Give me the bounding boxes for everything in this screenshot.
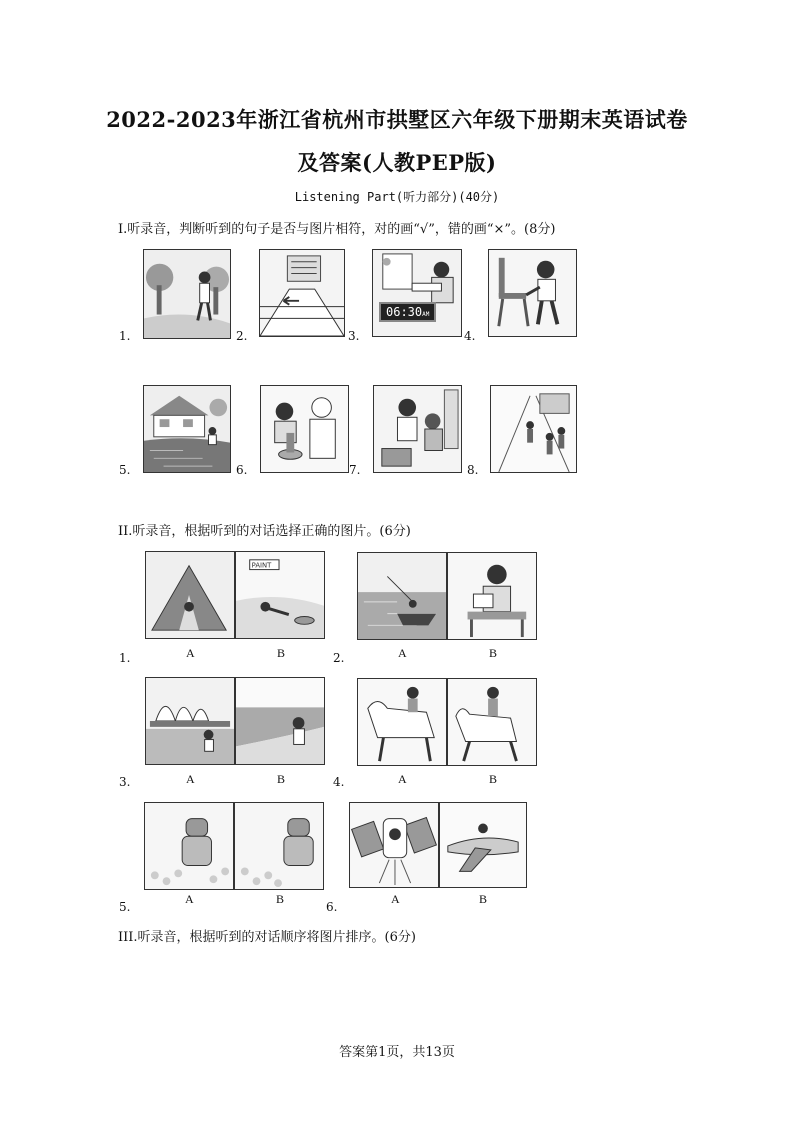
s2-q3-picture-b-beach xyxy=(235,677,325,765)
s1-label-8: 8. xyxy=(467,463,479,477)
s2-q4-picture-b-horse-riding xyxy=(447,678,537,766)
s2-q1-option-a: A xyxy=(186,646,195,660)
s1-label-2: 2. xyxy=(236,329,248,343)
s2-label-1: 1. xyxy=(119,651,131,665)
s2-q1-option-b: B xyxy=(277,646,286,660)
s2-q4-picture-a-horse-riding xyxy=(357,678,447,766)
page-footer: 答案第1页，共13页 xyxy=(339,1045,455,1060)
s1-picture-7-nurse xyxy=(373,385,462,473)
page-title: 2022-2023年浙江省杭州市拱墅区六年级下册期末英语试卷 xyxy=(106,107,688,132)
s2-q2-option-b: B xyxy=(489,646,498,660)
s2-label-4: 4. xyxy=(333,775,345,789)
s2-label-3: 3. xyxy=(119,775,131,789)
s2-q6-option-b: B xyxy=(479,892,488,906)
s2-q2-picture-b-reading xyxy=(447,552,537,640)
s1-picture-3-morning xyxy=(372,249,462,337)
s2-q5-option-a: A xyxy=(185,892,194,906)
s2-q5-option-b: B xyxy=(276,892,285,906)
s1-picture-4-chair xyxy=(488,249,577,337)
s2-label-2: 2. xyxy=(333,651,345,665)
s2-q3-option-b: B xyxy=(277,772,286,786)
section3-heading: III.听录音，根据听到的对话顺序将图片排序。(6分) xyxy=(118,930,416,945)
s2-q5-picture-b-robot xyxy=(234,802,324,890)
s2-q5-picture-a-robot xyxy=(144,802,234,890)
s2-q2-picture-a-boat xyxy=(357,552,447,640)
s2-sign-text: PAINT xyxy=(251,561,272,570)
s1-label-5: 5. xyxy=(119,463,131,477)
s1-label-3: 3. xyxy=(348,329,360,343)
section2-heading: II.听录音，根据听到的对话选择正确的图片。(6分) xyxy=(118,524,411,539)
s2-q4-option-b: B xyxy=(489,772,498,786)
s1-picture-8-street xyxy=(490,385,577,473)
s2-q6-option-a: A xyxy=(391,892,400,906)
s2-q2-option-a: A xyxy=(398,646,407,660)
s1-label-7: 7. xyxy=(349,463,361,477)
s2-label-6: 6. xyxy=(326,900,338,914)
page-title-line2: 及答案(人教PEP版) xyxy=(297,150,497,175)
s2-q6-picture-a-spaceship xyxy=(349,802,439,888)
s1-picture-1-park xyxy=(143,249,231,339)
s1-picture-5-house-lake xyxy=(143,385,231,473)
s2-q6-picture-b-airplane xyxy=(439,802,527,888)
listening-part-heading: Listening Part(听力部分)(40分) xyxy=(294,190,500,204)
s2-q1-picture-b-swimming xyxy=(235,551,325,639)
s1-picture-2-crossroad xyxy=(259,249,345,337)
s1-picture-6-scientist xyxy=(260,385,349,473)
s1-label-1: 1. xyxy=(119,329,131,343)
s1-label-6: 6. xyxy=(236,463,248,477)
s2-q1-picture-a-tent xyxy=(145,551,235,639)
s1-label-4: 4. xyxy=(464,329,476,343)
s2-q3-picture-a-opera-house xyxy=(145,677,235,765)
s1-alarm-clock: 06:30AM xyxy=(379,302,436,322)
s2-q4-option-a: A xyxy=(398,772,407,786)
section1-heading: I.听录音，判断听到的句子是否与图片相符，对的画“√”，错的画“×”。(8分) xyxy=(118,222,556,237)
s2-q3-option-a: A xyxy=(186,772,195,786)
s2-label-5: 5. xyxy=(119,900,131,914)
